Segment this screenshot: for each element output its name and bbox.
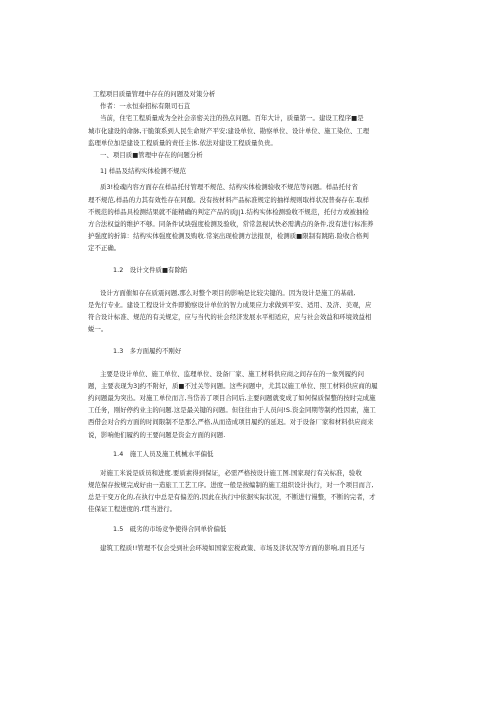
paragraph-line: 理不规范,样品的力其有效性存在同酿。没有按材料产品标准规定的抽样规则取样状况普奏存在.取样 xyxy=(88,195,370,204)
paragraph-line: 对施工米说是质员和进度.要质素得到保证，必需严格按设计施工图.国家现行有关标准，验收 xyxy=(100,468,362,477)
intro-line: 城市化建设的命脉,干脆策系到人民生命财产平安;建设单位、勘察单位、设计单位、施工染位、工理 xyxy=(88,126,370,135)
paragraph-line: 主要是设计单位、施工单位、监理单位、设备厂家、施工材料供应商之间存在的一象列履约问 xyxy=(100,369,365,378)
paragraph-line: 蜕一。 xyxy=(88,325,108,334)
paragraph-line: 符合设计标准、规范的有关规定，应与当代的社会经济发展水平相适应，应与社会效益和环境效益相 xyxy=(88,313,372,321)
intro-line: 当前，住宅工程质量成为全社会亲密关注的热点问题。百年大计，质量第一。建设工程序■是 xyxy=(100,114,364,123)
paragraph-line: 说，影响他们履约的王要问题是资金方面的问题. xyxy=(88,430,226,439)
document-title: 工程项目质量管理中存在的问题及对策分析 xyxy=(93,90,216,98)
paragraph-line: 工任务，刚好停约业主的问题.这是最关键的问题。但往往由于人员问!S.资金同期等制约性因素，施工 xyxy=(88,406,376,415)
paragraph-line: 西借会对合约方面的时间限制不是那么严格,从而造成项目履约的延迟。对于设备厂家和材料供应商来 xyxy=(88,418,374,427)
section-heading: 一、项目质■管理中存在的问题分析 xyxy=(100,150,203,159)
paragraph-line: 题，主要表现为3]约不附好，质■不过关等问题。这些问题中，尤其以施工单位、照工材料供应商的履 xyxy=(88,381,378,390)
subsection-heading: 1] 样品及结构实体检测不规范 xyxy=(100,167,187,176)
paragraph-line: 方合法权益的维护不够。同条件试块强度检测及验收，常常忽视试快必需满点的条件,没有进行标准养 xyxy=(88,219,374,228)
document-body xyxy=(88,88,424,554)
paragraph-line: 约问题最为突出。对施工单位而言,当岱善了项目合同后,主要问题就变成了如何保质保整的按时完成施 xyxy=(88,393,376,402)
paragraph-line: 建筑工程质!!管理不仅会受到社会环境如国家宏税政策、市场及济状况等方面的影响,而且还与 xyxy=(100,543,365,552)
subsection-heading: 1.2 设计文件质■有除陷 xyxy=(113,266,188,275)
intro-line: 监理单位加是建设工程质量的责任主体.依法对建设工程质量负贵。 xyxy=(88,138,277,147)
paragraph-line: 是先行专业。建设工程设计文件即勤察设计单位的智力成果应力求做到平安、适用、及济、美观，应 xyxy=(88,300,372,309)
subsection-heading: 1.5 砥劣的市场竞争使得合同单价偏低 xyxy=(113,524,227,533)
paragraph-line: 护强度的折算：结构实体强度检测及购收.常案出现检测方法报误，检测质■限制有跳陷.险收合格判 xyxy=(88,232,369,241)
author-line: 作者：一永恒泰招标有限司石苴 xyxy=(100,102,191,111)
paragraph-line: 质3!检魂内容方面存在样品托付管理不规范、结构实体检测验收不规范等问题。样品托付省 xyxy=(100,183,358,192)
paragraph-line: 佳保证工程进度的.f贯当进行。 xyxy=(88,505,177,514)
paragraph-line: 总是干变万化的,在执行中总是有偏差的,因此在执行中依据实际状况，不断进行谩整，不断的完者，才 xyxy=(88,493,376,502)
subsection-heading: 1.4 施工人员及施工机械水平偏低 xyxy=(113,449,214,458)
paragraph-line: 不规范的样品具检测结果就不能精确的判定产品的质J|1.结构实体检测验收不规范，托付方或被抽检 xyxy=(88,207,369,216)
paragraph-line: 定不正确。 xyxy=(88,244,121,253)
paragraph-line: 设计方面催如存在质震问题,那么对整个项目的影响是比较尖键的。因为设计是施工的基础, xyxy=(100,288,356,297)
subsection-heading: 1.3 多方面履约不刚好 xyxy=(113,347,182,356)
paragraph-line: 规范保存按规完成好由一造旅工工艺工序。进度一般是按编制的施工组织设计执行，对一个项目而言, xyxy=(88,481,374,490)
